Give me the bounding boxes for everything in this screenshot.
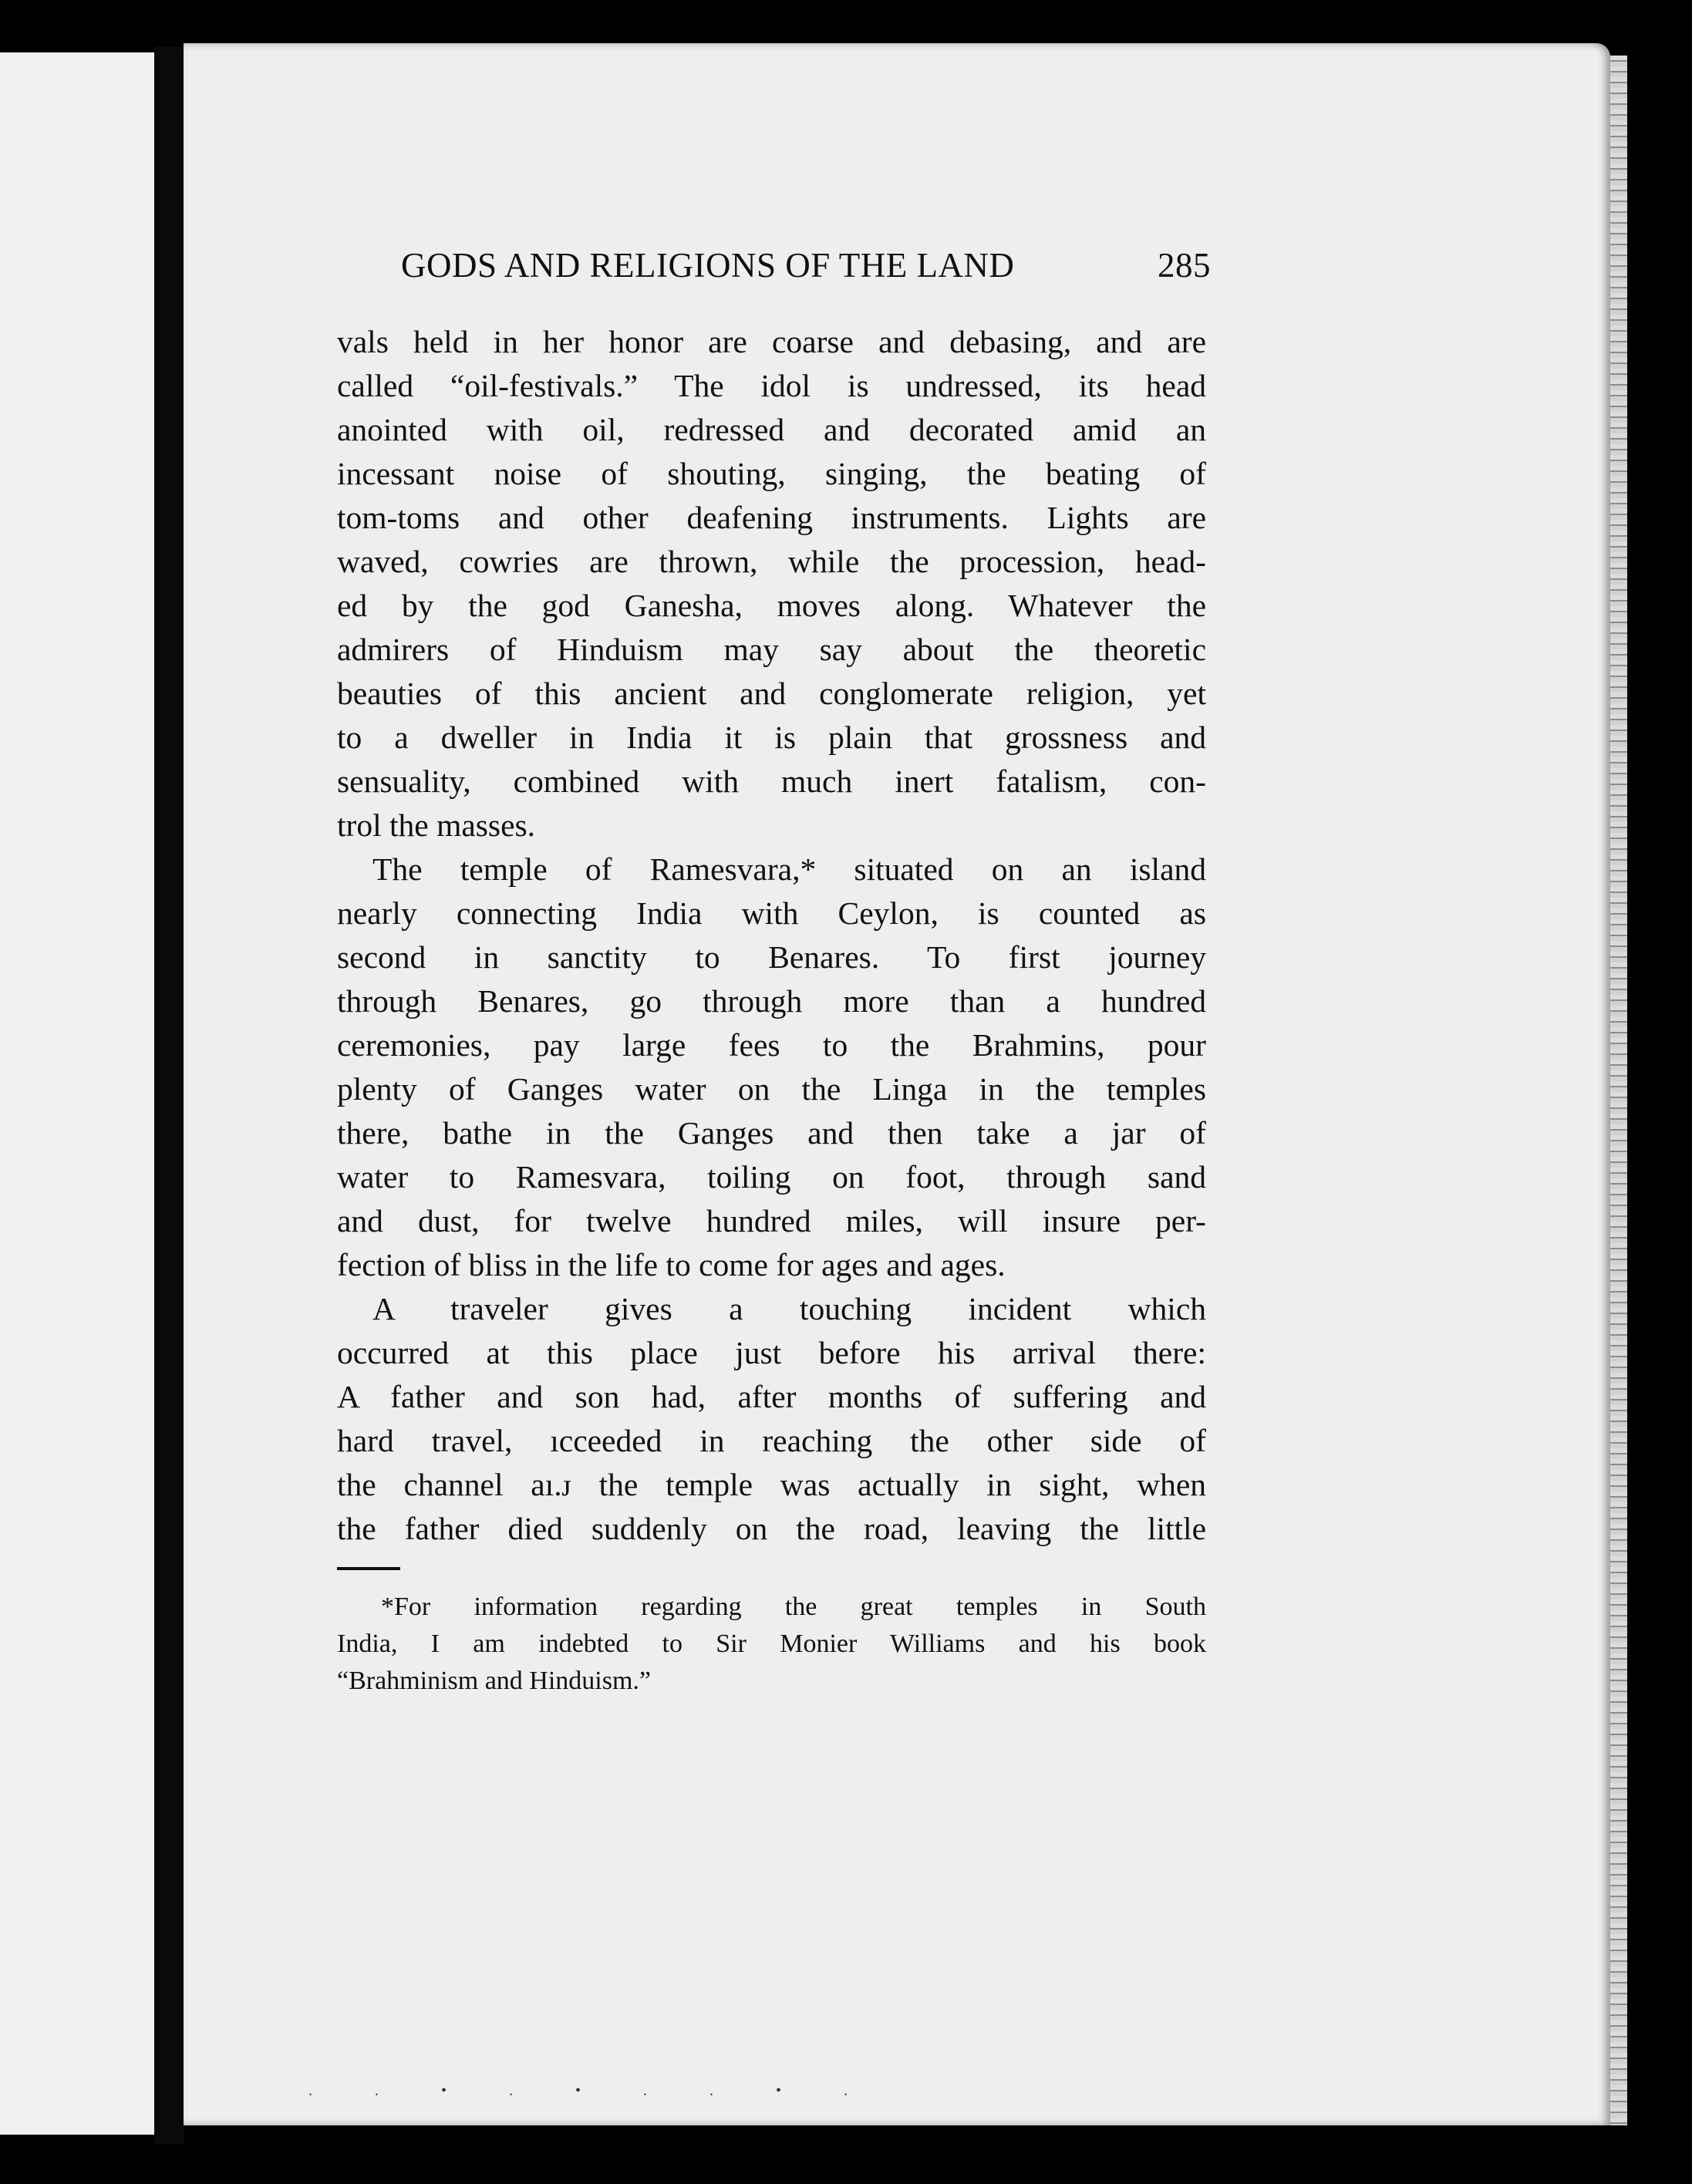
- paragraph-start: The temple of Ramesvara,* situated on an island: [372, 851, 1206, 887]
- body-text: [337, 320, 1206, 1551]
- footnote-rule: [337, 1567, 400, 1570]
- text-line: the father died suddenly on the road, leaving the little: [337, 1511, 1206, 1546]
- text-line: fection of bliss in the life to come for ages and ages.: [337, 1247, 1006, 1282]
- text-line: ed by the god Ganesha, moves along. Whatever the: [337, 588, 1206, 623]
- paragraph-start: A traveler gives a touching incident which: [372, 1291, 1206, 1326]
- text-line: waved, cowries are thrown, while the procession, head-: [337, 544, 1206, 579]
- text-line: sensuality, combined with much inert fatalism, con-: [337, 763, 1206, 799]
- scan-specks: . . • . • . . • .: [308, 2082, 878, 2099]
- text-line: hard travel, ıcceeded in reaching the other side of: [337, 1423, 1206, 1458]
- text-line: occurred at this place just before his arrival there:: [337, 1335, 1206, 1370]
- footnote-line: *For information regarding the great temples in South: [381, 1592, 1206, 1621]
- text-line: admirers of Hinduism may say about the theoretic: [337, 632, 1206, 667]
- text-line: beauties of this ancient and conglomerate religion, yet: [337, 676, 1206, 711]
- text-line: tom-toms and other deafening instruments. Lights are: [337, 500, 1206, 535]
- text-line: incessant noise of shouting, singing, the beating of: [337, 456, 1206, 491]
- text-line: nearly connecting India with Ceylon, is counted as: [337, 895, 1206, 931]
- text-line: through Benares, go through more than a hundred: [337, 983, 1206, 1019]
- text-line: the channel aı.ᴊ the temple was actually in sight, when: [337, 1467, 1206, 1502]
- text-line: vals held in her honor are coarse and debasing, and are: [337, 324, 1206, 359]
- running-head-title: GODS AND RELIGIONS OF THE LAND: [401, 246, 1015, 285]
- book-gutter: [154, 46, 184, 2144]
- page-stack-edge: [1610, 56, 1627, 2125]
- page-number: 285: [1158, 246, 1211, 285]
- text-line: and dust, for twelve hundred miles, will insure per-: [337, 1203, 1206, 1239]
- text-line: trol the masses.: [337, 807, 536, 843]
- text-line: anointed with oil, redressed and decorated amid an: [337, 412, 1206, 447]
- footnote: [337, 1589, 1206, 1700]
- footnote-line: “Brahminism and Hinduism.”: [337, 1667, 652, 1695]
- text-line: A father and son had, after months of suffering and: [337, 1379, 1206, 1414]
- text-line: plenty of Ganges water on the Linga in the temples: [337, 1071, 1206, 1107]
- text-line: called “oil-festivals.” The idol is undressed, its head: [337, 368, 1206, 403]
- text-line: to a dweller in India it is plain that grossness and: [337, 720, 1206, 755]
- facing-page-edge: [0, 52, 174, 2135]
- text-line: ceremonies, pay large fees to the Brahmins, pour: [337, 1027, 1206, 1063]
- text-line: there, bathe in the Ganges and then take a jar of: [337, 1115, 1206, 1151]
- text-line: second in sanctity to Benares. To first journey: [337, 939, 1206, 975]
- running-head: [401, 245, 1211, 292]
- footnote-line: India, I am indebted to Sir Monier Williams and his book: [337, 1630, 1206, 1658]
- text-line: water to Ramesvara, toiling on foot, through sand: [337, 1159, 1206, 1195]
